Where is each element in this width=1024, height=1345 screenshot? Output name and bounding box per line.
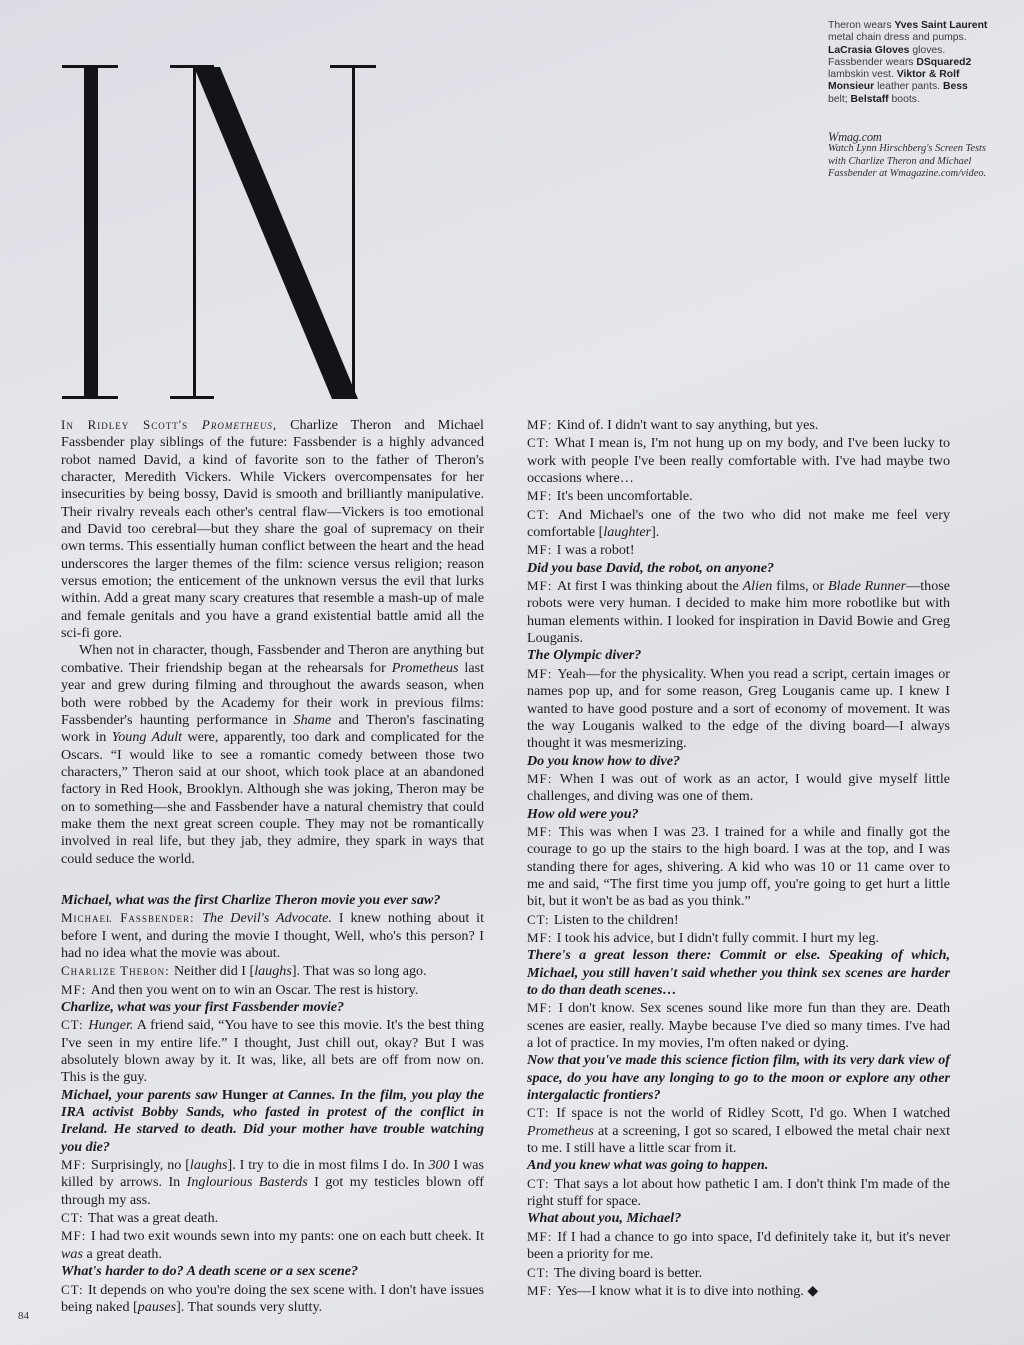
interview-question: [527, 753, 950, 770]
caption-text: belt;: [828, 93, 851, 105]
italic-text: Prometheus: [391, 659, 459, 676]
text-run: That was a great death.: [87, 1210, 219, 1227]
speaker-label: MF:: [61, 1157, 92, 1173]
text-run: Neither did I [: [173, 963, 255, 980]
text-run: There's a great lesson there: Commit or else. Speaking of which, Michael, you still haven't said whether you think sex scenes are harder to do than death scenes…: [527, 947, 950, 998]
article-paragraph: [527, 911, 950, 929]
drop-cap-thin-stem-n-right: [352, 67, 355, 399]
article-paragraph: [527, 487, 950, 505]
speaker-label: MF:: [527, 929, 557, 945]
italic-text: Young Adult: [111, 729, 183, 746]
text-run: I had two exit wounds sewn into my pants: one on each butt cheek. It: [90, 1228, 484, 1245]
text-run: This was when I was 23. I trained for a while and finally got the courage to go up the stairs to the high board. I was at the top, and I was standing there for ages, shivering. A kid who was 10 or 11 came over to me and said, “The first time you jump off, you're going to get hurt a little bit, but it won't be as bad as you think.”: [527, 823, 950, 910]
web-promo-note: [828, 131, 988, 180]
text-run: I was a robot!: [556, 542, 635, 559]
text-run: If space is not the world of Ridley Scott, I'd go. When I watched: [556, 1105, 950, 1122]
text-run: Michael, what was the first Charlize Theron movie you ever saw?: [61, 891, 441, 908]
caption-text: leather pants.: [874, 81, 943, 93]
text-run: I was killed by arrows. In: [61, 1157, 484, 1191]
text-run: ].: [651, 524, 660, 541]
article-paragraph: [61, 1227, 484, 1263]
article-paragraph: [61, 1281, 484, 1317]
text-run: Charlize, what was your first Fassbender movie?: [61, 999, 345, 1015]
speaker-label: CT:: [61, 1210, 88, 1226]
speaker-label: MF:: [527, 417, 557, 432]
text-run: ]. That was so long ago.: [291, 963, 427, 980]
caption-text: boots.: [888, 93, 920, 105]
italic-text: 300: [428, 1157, 450, 1174]
fashion-credits-caption: [828, 20, 988, 106]
interview-question: [527, 560, 950, 577]
article-paragraph: [61, 1156, 484, 1209]
interview-question: [527, 806, 950, 823]
interview-question: [61, 892, 484, 909]
interview-question: [527, 1157, 950, 1174]
caption-brand: LaCrasia Gloves: [828, 44, 910, 56]
italic-text: Alien: [742, 578, 773, 595]
section-gap: [61, 868, 484, 892]
caption-text: gloves. Fassbender wears: [828, 44, 946, 68]
text-run: at Cannes. In the film, you play the IRA activist Bobby Sands, who fasted in protest of the conflict in Ireland. He starved to death. Did your mother have trouble watching you die?: [61, 1086, 484, 1155]
speaker-label: Charlize Theron:: [61, 963, 174, 979]
article-paragraph: [527, 929, 950, 947]
italic-text: Hunger.: [88, 1017, 134, 1034]
interview-question: [527, 1052, 950, 1104]
film-title: Prometheus,: [201, 417, 278, 432]
speaker-label: Michael Fassbender:: [61, 910, 203, 926]
text-run: Yeah—for the physicality. When you read a script, certain images or names pop up, and for some reason, Greg Louganis came up. I knew I wanted to have good posture and a sort of economy of movement. It was the way Louganis walked to the edge of the diving board—I always thought it was mesmerizing.: [527, 665, 950, 752]
speaker-label: MF:: [527, 542, 557, 558]
caption-brand: Viktor & Rolf Monsieur: [828, 69, 960, 93]
text-run: It's been uncomfortable.: [556, 488, 693, 505]
interview-question: [527, 647, 950, 664]
article-paragraph: [527, 577, 950, 647]
interview-question: [527, 947, 950, 999]
speaker-label: MF:: [527, 1228, 558, 1244]
text-run: Surprisingly, no [: [91, 1157, 190, 1174]
drop-cap-serif-bottom-n: [170, 396, 214, 399]
text-run: A friend said, “You have to see this movie. It's the best thing I've seen in my entire life.” I thought, Just chill out, okay? But I was absolutely blown away by it. It was, like, all bets are off from now on. This is the guy.: [61, 1017, 485, 1086]
caption-brand: Belstaff: [850, 93, 889, 105]
italic-text: was: [61, 1245, 83, 1262]
article-paragraph: [527, 1264, 950, 1282]
text-run: How old were you?: [527, 805, 639, 822]
text-run: —those robots were very human. I decided to make him more robotlike but with human elements within. I looked for inspiration in David Bowie and Greg Louganis.: [527, 578, 951, 647]
drop-cap-stem-i: [84, 67, 98, 397]
speaker-label: MF:: [527, 823, 559, 839]
article-paragraph: [61, 1209, 484, 1227]
italic-text: laughs: [254, 963, 292, 980]
interview-question: [527, 1210, 950, 1227]
text-run: When I was out of work as an actor, I would give myself little challenges, and diving was one of them.: [527, 770, 950, 805]
italic-text: The Devil's Advocate.: [202, 910, 332, 927]
article-column-left: [61, 416, 484, 1316]
text-run: I got my testicles blown off through my ass.: [61, 1174, 484, 1208]
interview-question: [61, 999, 484, 1016]
speaker-label: CT:: [61, 1281, 88, 1297]
page-number: 84: [18, 1310, 29, 1322]
interview-question: [61, 1087, 484, 1156]
italic-text: laughs: [189, 1157, 228, 1174]
article-paragraph: [527, 416, 950, 434]
text-run: What about you, Michael?: [527, 1210, 682, 1227]
text-run: Michael, your parents saw: [61, 1086, 222, 1103]
text-run: What I mean is, I'm not hung up on my body, and I've been lucky to work with people I've been really comfortable with. I've had maybe two occasions where…: [527, 435, 950, 487]
text-run: I knew nothing about it before I went, and during the movie I thought, Well, who's this person? I had no idea what the movie was about.: [61, 910, 484, 961]
caption-brand: DSquared2: [916, 56, 972, 68]
text-run: And Michael's one of the two who did not make me feel very comfortable [: [527, 506, 950, 541]
text-run: The Olympic diver?: [527, 647, 642, 664]
text-run: If I had a chance to go into space, I'd definitely take it, but it's never been a priority for me.: [527, 1228, 951, 1263]
web-promo-site: Wmag.com: [828, 130, 882, 144]
text-run: The diving board is better.: [553, 1264, 703, 1281]
text-run: Charlize Theron and Michael Fassbender play siblings of the future: Fassbender is a highly advanced robot named David, a kind of favorite son to the father of Theron's character, Meredith Vickers. While Vickers overcompensates for her insecurities by being bossy, David is smooth and brilliantly manipulative. Their rivalry reveals each other's central flaw—Vickers is too emotional and David too cerebral—but they share the goal of supremacy on their own terms. This essentially human conflict between the heart and the head underscores the larger themes of the film: science versus religion; reason versus emotion; the enticement of the unknown versus the evil that lurks within. Add a great many scary creatures that resemble a mash-up of male and female genitals and you have a grand existential battle amid all the sci-fi gore.: [61, 417, 484, 642]
speaker-label: CT:: [527, 1175, 555, 1191]
text-run: were, apparently, too dark and complicated for the Oscars. “I would like to see a romantic comedy between those two characters,” Theron said at our shoot, which took place at an abandoned factory in Red Hook, Brooklyn. Although she was joking, Theron may be on to something—she and Fassbender have a natural chemistry that could make them the next great screen couple. They may not be romantically involved in real life, but they jab, they admire, they spark in ways that could seduce the world.: [61, 729, 484, 867]
drop-cap-diagonal-n: [194, 67, 358, 399]
article-paragraph: [61, 909, 484, 962]
text-run: Now that you've made this science fiction film, with its very dark view of space, do you have any longing to go to the moon or explore any other intergalactic frontiers?: [527, 1052, 950, 1104]
speaker-label: MF:: [61, 981, 91, 997]
caption-brand: Yves Saint Laurent: [894, 20, 988, 31]
text-run: It depends on who you're doing the sex scene with. I don't have issues being naked [: [61, 1281, 484, 1315]
drop-cap-thin-stem-n-left: [193, 67, 196, 397]
text-run: at a screening, I got so scared, I elbowed the metal chair next to me. I still have a little scar from it.: [527, 1122, 950, 1157]
speaker-label: CT:: [527, 506, 558, 522]
text-run: ]. I try to die in most films I do. In: [227, 1157, 429, 1174]
article-paragraph: [527, 770, 950, 806]
text-run: And then you went on to win an Oscar. The rest is history.: [90, 981, 419, 998]
text-run: a great death.: [82, 1245, 162, 1262]
text-run: films, or: [772, 578, 828, 595]
speaker-label: MF:: [527, 488, 557, 504]
text-run: and Theron's fascinating work in: [61, 711, 484, 746]
speaker-label: MF:: [527, 770, 560, 786]
text-run: That says a lot about how pathetic I am. I don't think I'm made of the right stuff for space.: [527, 1175, 950, 1210]
interview-question: [61, 1263, 484, 1280]
text-run: last year and grew during filming and throughout the awards season, when both were robbed by the Academy for their work in previous films: Fassbender's haunting performance in: [61, 659, 484, 728]
article-paragraph: [527, 541, 950, 559]
speaker-label: MF:: [61, 1228, 91, 1244]
italic-text: pauses: [137, 1298, 177, 1315]
article-paragraph: [527, 1104, 950, 1157]
speaker-label: CT:: [527, 911, 554, 927]
text-run: I took his advice, but I didn't fully commit. I hurt my leg.: [556, 929, 879, 946]
article-paragraph: [527, 823, 950, 911]
article-paragraph: [61, 416, 484, 642]
text-run: Did you base David, the robot, on anyone?: [527, 559, 775, 576]
article-paragraph: [61, 1016, 484, 1086]
article-paragraph: [527, 665, 950, 753]
drop-cap-serif-bottom-i: [62, 396, 118, 399]
article-column-right: [527, 416, 950, 1300]
article-paragraph: [527, 506, 950, 542]
text-run: What's harder to do? A death scene or a sex scene?: [61, 1263, 359, 1280]
article-paragraph: [61, 642, 484, 867]
italic-text: Inglourious Basterds: [186, 1174, 308, 1191]
speaker-label: CT:: [527, 435, 555, 451]
speaker-label: MF:: [527, 665, 558, 681]
text-run: At first I was thinking about the: [556, 578, 743, 595]
italic-text: Blade Runner: [827, 578, 907, 595]
article-paragraph: [527, 999, 950, 1052]
text-run: And you knew what was going to happen.: [527, 1157, 769, 1174]
speaker-label: CT:: [527, 1264, 554, 1280]
web-promo-text: Watch Lynn Hirschberg's Screen Tests with Charlize Theron and Michael Fassbender at Wmagazine.com/video.: [828, 143, 987, 179]
text-run: Do you know how to dive?: [527, 752, 681, 769]
article-paragraph: [61, 981, 484, 999]
caption-brand: Bess: [942, 81, 968, 93]
text-run: I don't know. Sex scenes sound like more fun than they are. Death scenes are easier, really. Maybe because I've died so many times. I've had a lot of practice. In my movies, I'm often naked or dying.: [527, 1000, 950, 1052]
text-run: ]. That sounds very slutty.: [176, 1298, 323, 1315]
italic-text: Shame: [293, 711, 332, 728]
drop-cap-in: [58, 34, 398, 414]
article-paragraph: [527, 1175, 950, 1211]
article-paragraph: [527, 1282, 950, 1300]
article-paragraph: [527, 1228, 950, 1264]
caption-text: metal chain dress and pumps.: [828, 32, 967, 44]
caption-text: lambskin vest.: [828, 69, 897, 81]
caption-text: Theron wears: [828, 20, 895, 31]
italic-text: laughter: [603, 524, 652, 541]
article-paragraph: [527, 434, 950, 487]
film-title: Hunger: [221, 1086, 269, 1103]
article-paragraph: [61, 962, 484, 980]
text-run: When not in character, though, Fassbender and Theron are anything but combative. Their friendship began at the rehearsals for: [61, 642, 484, 676]
italic-text: Prometheus: [527, 1122, 594, 1139]
text-run: Listen to the children!: [553, 911, 679, 928]
speaker-label: MF:: [527, 578, 557, 594]
speaker-label: MF:: [527, 1000, 559, 1016]
text-run: Kind of. I didn't want to say anything, but yes.: [556, 417, 819, 433]
speaker-label: In Ridley Scott's: [61, 417, 202, 432]
speaker-label: MF:: [527, 1282, 557, 1298]
speaker-label: CT:: [61, 1017, 89, 1033]
text-run: Yes—I know what it is to dive into nothing. ◆: [556, 1282, 819, 1299]
speaker-label: CT:: [527, 1105, 557, 1121]
